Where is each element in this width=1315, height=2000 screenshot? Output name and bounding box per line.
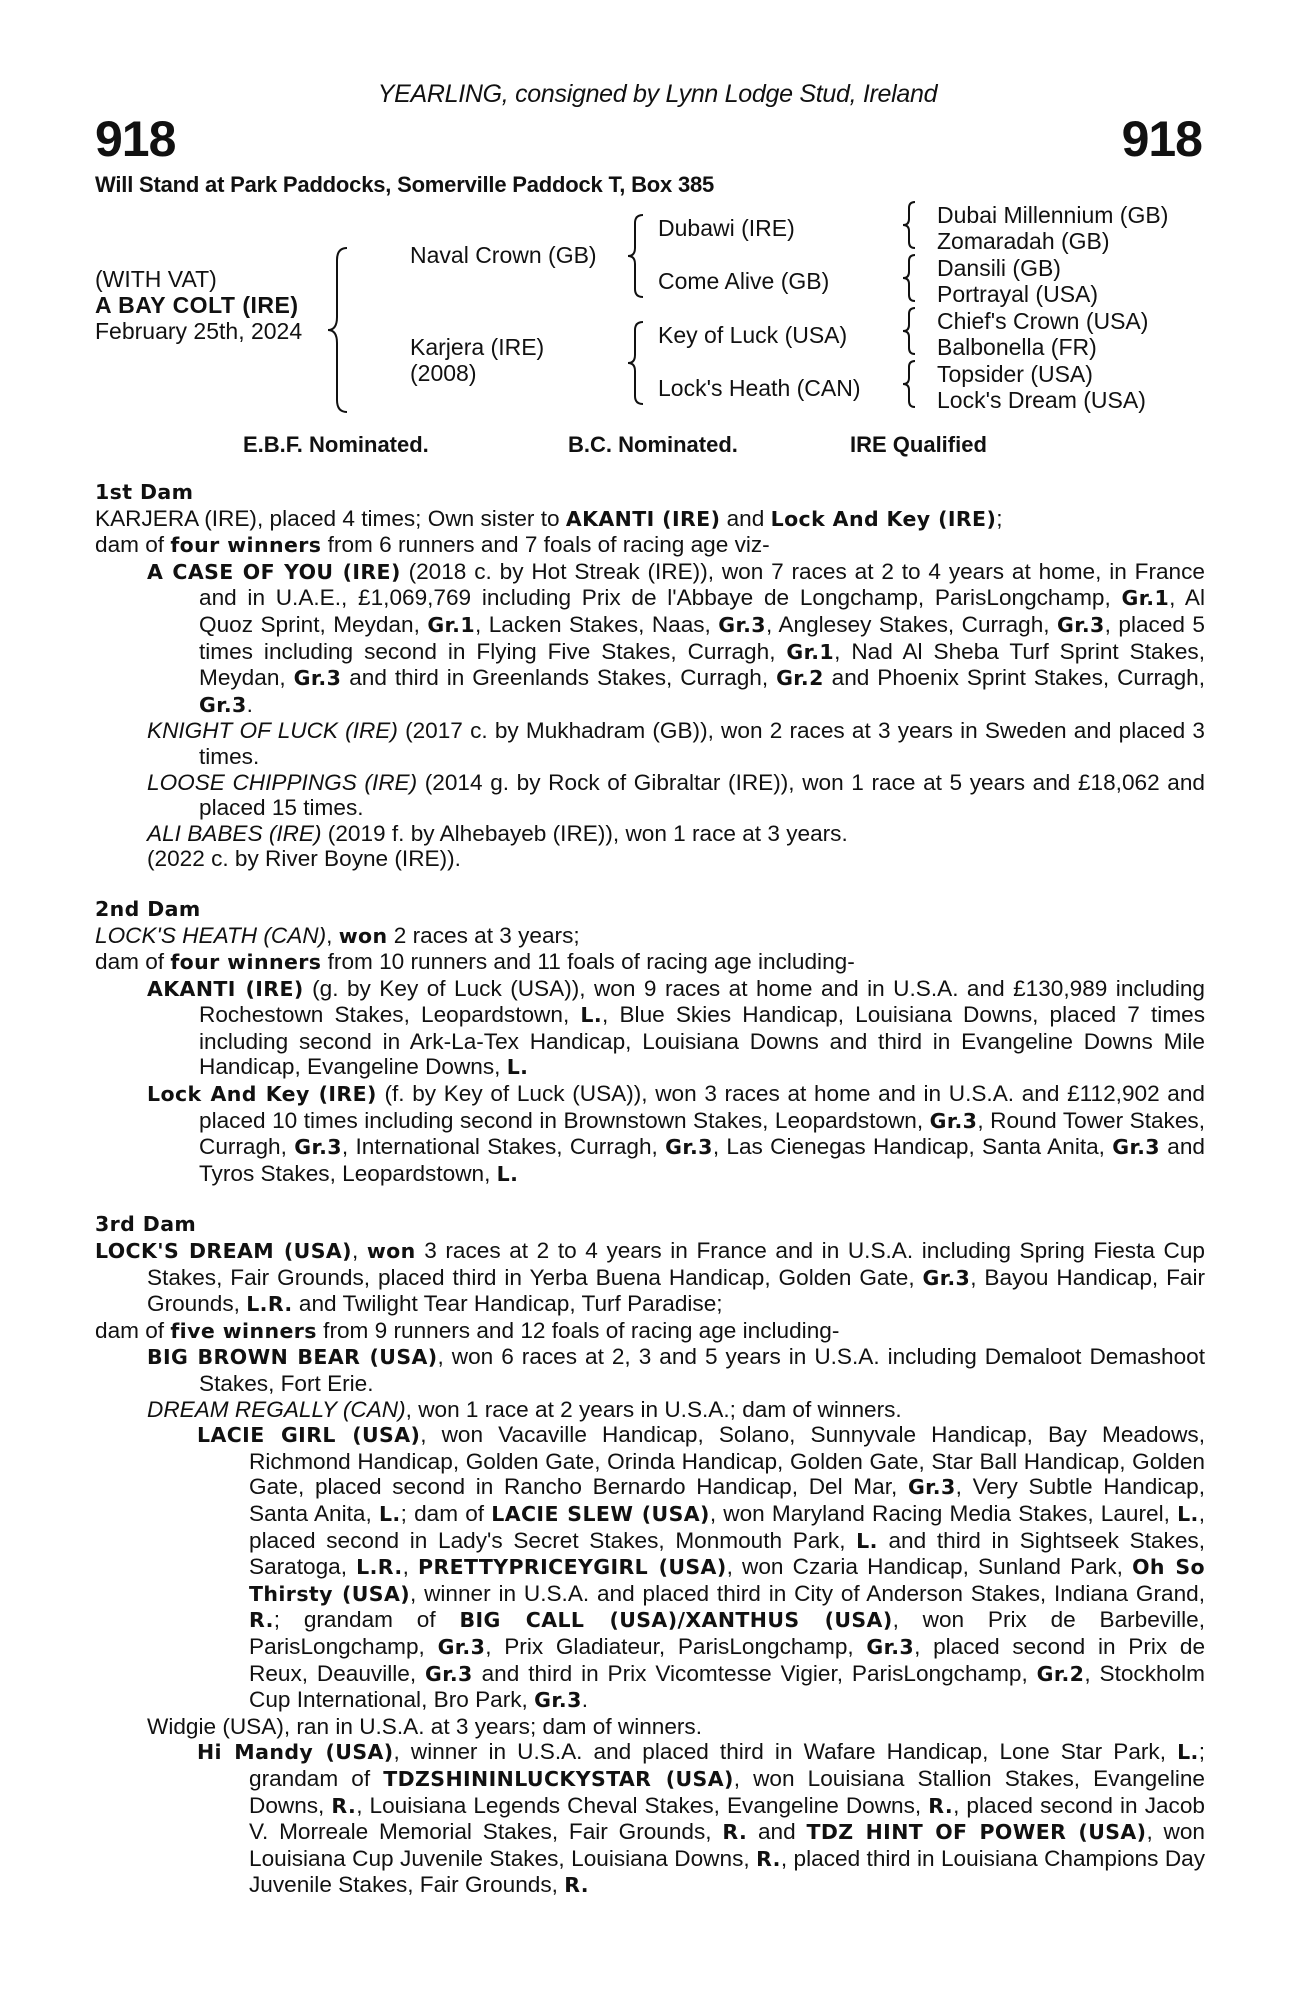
ire-qualified: IRE Qualified [850, 432, 987, 457]
text-run: , Anglesey Stakes, Curragh, [765, 611, 1057, 637]
italic-text: DREAM REGALLY (CAN) [147, 1396, 406, 1422]
dam-year: (2008) [410, 360, 477, 386]
text-run: (2014 g. by Rock of Gibraltar (IRE)), won 1 race at 5 years and £18,062 and placed 15 times. [199, 769, 1205, 821]
text-run: , winner in U.S.A. and placed third in Wafare Handicap, Lone Star Park, [393, 1739, 1178, 1765]
dam-section-1 [95, 480, 1205, 872]
bold-text: PRETTYPRICEYGIRL (USA) [418, 1555, 727, 1580]
bold-text: R. [564, 1873, 589, 1898]
dam-line-body [95, 480, 1205, 1924]
bold-text: four winners [170, 533, 322, 558]
pedigree-brace-icon [625, 213, 649, 299]
text-run: , [402, 1554, 419, 1580]
text-run: ; [996, 505, 1003, 531]
text-run: , won Louisiana Stallion Stakes, Evangeline Downs, [249, 1765, 1205, 1818]
text-run: (f. by Key of Luck (USA)), won 3 races at home and in U.S.A. and £112,902 and placed 10 times including second in Brownstown Stakes, Leopardstown, [199, 1081, 1206, 1133]
text-run: from 6 runners and 7 foals of racing age viz- [321, 532, 770, 558]
sire: Naval Crown (GB) [410, 242, 597, 268]
pedigree-entry [95, 1397, 1205, 1423]
bold-text: Gr.1 [786, 639, 835, 664]
text-run: , placed 5 times including second in Flying Five Stakes, Curragh, [199, 611, 1205, 664]
text-run: and Tyros Stakes, Leopardstown, [199, 1134, 1205, 1186]
pedigree-entry [95, 923, 1205, 950]
bold-text: BIG BROWN BEAR (USA) [147, 1345, 438, 1370]
text-run: , won Prix de Barbeville, ParisLongchamp, [249, 1607, 1206, 1659]
bold-text: R. [928, 1793, 954, 1818]
pedigree-entry [95, 559, 1205, 719]
text-run: , won 1 race at 2 years in U.S.A.; dam of winners. [405, 1396, 902, 1422]
sire-sire: Dubawi (IRE) [658, 215, 795, 241]
text-run: dam of [95, 1317, 171, 1343]
pedigree-brace-icon [325, 245, 355, 415]
bold-text: LOCK'S DREAM (USA) [95, 1239, 352, 1264]
lot-number-right: 918 [1121, 111, 1202, 167]
text-run: , [326, 922, 339, 948]
ancestor-g3-2: Zomaradah (GB) [937, 228, 1110, 254]
text-run: ; grandam of [249, 1739, 1206, 1791]
consignor-line: YEARLING, consigned by Lynn Lodge Stud, Ireland [377, 80, 938, 108]
text-run: (2019 f. by Alhebayeb (IRE)), won 1 race at 3 years. [321, 820, 848, 846]
text-run: , Stockholm Cup International, Bro Park, [249, 1660, 1205, 1713]
dam-section-3 [95, 1212, 1205, 1898]
bold-text: Gr.3 [425, 1661, 473, 1686]
text-run: from 10 runners and 11 foals of racing age including- [321, 949, 855, 975]
lot-number-left: 918 [95, 111, 176, 167]
section-title: 2nd Dam [95, 896, 201, 921]
text-run: , winner in U.S.A. and placed third in City of Anderson Stakes, Indiana Grand, [409, 1580, 1205, 1606]
text-run: 2 races at 3 years; [387, 922, 580, 948]
bold-text: LACIE GIRL (USA) [197, 1423, 421, 1448]
dam-section-2 [95, 897, 1205, 1188]
section-title: 3rd Dam [95, 1212, 197, 1237]
bold-text: Lock And Key (IRE) [147, 1082, 377, 1107]
bold-text: A CASE OF YOU (IRE) [147, 559, 401, 584]
bold-text: R. [722, 1820, 748, 1845]
ancestor-g3-4: Portrayal (USA) [937, 281, 1099, 307]
text-run: , placed second in Prix de Reux, Deauville, [249, 1633, 1206, 1686]
bold-text: R. [249, 1608, 274, 1633]
bold-text: Gr.1 [1121, 586, 1170, 611]
text-run: and [720, 505, 771, 531]
pedigree-entry [95, 1238, 1205, 1318]
text-run: , Louisiana Legends Cheval Stakes, Evangeline Downs, [356, 1792, 929, 1818]
pedigree-entry [95, 1422, 1205, 1714]
text-run: . [246, 691, 253, 717]
text-run: and Phoenix Sprint Stakes, Curragh, [823, 665, 1205, 691]
bold-text: Oh So Thirsty (USA) [249, 1555, 1205, 1606]
ancestor-g3-5: Chief's Crown (USA) [937, 308, 1149, 334]
text-run: , [351, 1238, 367, 1264]
bold-text: Gr.2 [1036, 1661, 1085, 1686]
section-title: 1st Dam [95, 480, 194, 504]
bc-nominated: B.C. Nominated. [568, 432, 738, 457]
bold-text: AKANTI (IRE) [565, 506, 721, 531]
bold-text: Gr.3 [929, 1108, 978, 1133]
bold-text: five winners [170, 1318, 317, 1343]
text-run: , Al Quoz Sprint, Meydan, [199, 585, 1205, 637]
bold-text: Gr.3 [922, 1265, 971, 1290]
bold-text: Gr.3 [294, 1135, 342, 1160]
vat-note: (WITH VAT) [95, 266, 217, 292]
text-run: , placed third in Louisiana Champions Day Juvenile Stakes, Fair Grounds, [249, 1845, 1206, 1898]
bold-text: Gr.3 [437, 1634, 486, 1659]
bold-text: TDZSHININLUCKYSTAR (USA) [383, 1766, 734, 1791]
pedigree-brace-icon [900, 359, 920, 409]
bold-text: L.R. [356, 1555, 403, 1580]
pedigree-entry [95, 1344, 1205, 1396]
pedigree-entry [95, 718, 1205, 769]
bold-text: Hi Mandy (USA) [197, 1740, 394, 1765]
pedigree-entry [95, 1318, 1205, 1345]
text-run: ; dam of [400, 1500, 492, 1526]
pedigree-entry [95, 506, 1205, 533]
text-run: and third in Prix Vicomtesse Vigier, ParisLongchamp, [472, 1660, 1037, 1686]
dam: Karjera (IRE) [410, 334, 545, 360]
pedigree-brace-icon [625, 320, 649, 406]
text-run: from 9 runners and 12 foals of racing age including- [316, 1317, 840, 1343]
text-run: , International Stakes, Curragh, [341, 1134, 666, 1160]
horse-name: A BAY COLT (IRE) [95, 292, 299, 318]
bold-text: Gr.3 [718, 612, 766, 637]
stabling-location: Will Stand at Park Paddocks, Somerville Paddock T, Box 385 [95, 172, 715, 197]
text-run: 3 races at 2 to 4 years in France and in U.S.A. including Spring Fiesta Cup Stakes, Fair Grounds, placed third in Yerba Buena Handicap, Golden Gate, [147, 1238, 1205, 1290]
pedigree-entry [95, 1739, 1205, 1899]
bold-text: Gr.3 [293, 666, 342, 691]
text-run: (2017 c. by Mukhadram (GB)), won 2 races at 3 years in Sweden and placed 3 times. [199, 718, 1205, 769]
bold-text: Gr.3 [199, 692, 247, 717]
bold-text: L.R. [246, 1292, 293, 1317]
bold-text: L. [378, 1501, 401, 1526]
pedigree-brace-icon [900, 253, 920, 303]
bold-text: Gr.3 [866, 1634, 915, 1659]
text-run: , won Czaria Handicap, Sunland Park, [726, 1554, 1133, 1580]
italic-text: ALI BABES (IRE) [147, 820, 322, 846]
pedigree-table [0, 0, 1315, 430]
text-run: , placed second in Jacob V. Morreale Memorial Stakes, Fair Grounds, [249, 1792, 1205, 1845]
bold-text: L. [1177, 1740, 1199, 1765]
pedigree-entry [95, 532, 1205, 559]
text-run: and third in Sightseek Stakes, Saratoga, [249, 1527, 1205, 1580]
bold-text: Gr.3 [1057, 612, 1105, 637]
ancestor-g3-1: Dubai Millennium (GB) [937, 202, 1169, 228]
bold-text: won [366, 1239, 416, 1264]
text-run: , Bayou Handicap, Fair Grounds, [147, 1264, 1205, 1317]
bold-text: four winners [170, 950, 322, 975]
text-run: ; grandam of [273, 1607, 460, 1633]
bold-text: AKANTI (IRE) [147, 976, 304, 1001]
pedigree-entry [95, 976, 1205, 1081]
text-run: KARJERA (IRE), placed 4 times; Own sister to [95, 505, 566, 531]
text-run: (2018 c. by Hot Streak (IRE)), won 7 races at 2 to 4 years at home, in France and in U.A.E., £1,069,769 including Prix de l'Abbaye de Longchamp, ParisLongchamp, [199, 558, 1205, 611]
text-run: , won Louisiana Cup Juvenile Stakes, Louisiana Downs, [249, 1819, 1205, 1871]
text-run: (g. by Key of Luck (USA)), won 9 races at home and in U.S.A. and £130,989 including Rochestown Stakes, Leopardstown, [199, 975, 1205, 1028]
ancestor-g3-7: Topsider (USA) [937, 361, 1093, 387]
italic-text: LOOSE CHIPPINGS (IRE) [147, 769, 418, 795]
text-run: Widgie (USA), ran in U.S.A. at 3 years; dam of winners. [147, 1713, 703, 1739]
text-run: , Lacken Stakes, Naas, [474, 611, 719, 637]
ebf-nominated: E.B.F. Nominated. [243, 432, 429, 457]
text-run: , won Maryland Racing Media Stakes, Laurel, [709, 1500, 1178, 1526]
pedigree-entry [95, 821, 1205, 847]
pedigree-entry [95, 949, 1205, 976]
bold-text: L. [1177, 1501, 1199, 1526]
bold-text: R. [756, 1846, 781, 1871]
text-run: and third in Greenlands Stakes, Curragh, [341, 665, 777, 691]
text-run: , Very Subtle Handicap, Santa Anita, [249, 1474, 1205, 1526]
pedigree-entry [95, 846, 1205, 872]
bold-text: BIG CALL (USA)/XANTHUS (USA) [459, 1608, 893, 1633]
pedigree-entry [95, 1081, 1205, 1187]
text-run: , Blue Skies Handicap, Louisiana Downs, placed 7 times including second in Ark-La-Tex Handicap, Louisiana Downs and third in Evangeline Downs Mile Handicap, Evangeline Downs, [199, 1002, 1205, 1080]
bold-text: L. [496, 1161, 519, 1186]
pedigree-brace-icon [900, 200, 920, 250]
ancestor-g3-8: Lock's Dream (USA) [937, 387, 1146, 413]
bold-text: Gr.2 [776, 666, 824, 691]
bold-text: TDZ HINT OF POWER (USA) [806, 1820, 1147, 1845]
text-run: , won 6 races at 2, 3 and 5 years in U.S.A. including Demaloot Demashoot Stakes, Fort Erie. [199, 1344, 1205, 1396]
italic-text: KNIGHT OF LUCK (IRE) [147, 718, 398, 744]
text-run: , Nad Al Sheba Turf Sprint Stakes, Meydan, [199, 638, 1205, 691]
bold-text: L. [856, 1528, 878, 1553]
text-run: dam of [95, 949, 171, 975]
bold-text: Gr.3 [665, 1135, 713, 1160]
text-run: dam of [95, 532, 171, 558]
text-run: , placed second in Lady's Secret Stakes, Monmouth Park, [249, 1500, 1205, 1553]
foaling-date: February 25th, 2024 [95, 318, 303, 344]
bold-text: R. [331, 1793, 357, 1818]
dam-sire: Key of Luck (USA) [658, 322, 848, 348]
ancestor-g3-3: Dansili (GB) [937, 255, 1061, 281]
text-run: , Las Cienegas Handicap, Santa Anita, [712, 1134, 1113, 1160]
dam-dam: Lock's Heath (CAN) [658, 375, 861, 401]
text-run: (2022 c. by River Boyne (IRE)). [147, 846, 461, 872]
ancestor-g3-6: Balbonella (FR) [937, 334, 1097, 360]
text-run: , Prix Gladiateur, ParisLongchamp, [485, 1633, 867, 1659]
pedigree-entry [95, 770, 1205, 821]
text-run: and [747, 1819, 807, 1845]
pedigree-brace-icon [900, 306, 920, 356]
bold-text: Lock And Key (IRE) [770, 506, 997, 531]
bold-text: LACIE SLEW (USA) [491, 1501, 710, 1526]
pedigree-entry [95, 1714, 1205, 1740]
bold-text: Gr.3 [907, 1475, 956, 1500]
italic-text: LOCK'S HEATH (CAN) [95, 922, 327, 948]
bold-text: Gr.3 [1112, 1135, 1160, 1160]
text-run: and Twilight Tear Handicap, Turf Paradise; [292, 1291, 723, 1317]
bold-text: Gr.1 [427, 612, 475, 637]
bold-text: won [338, 923, 388, 948]
sire-dam: Come Alive (GB) [658, 268, 830, 294]
bold-text: L. [580, 1003, 603, 1028]
text-run: . [581, 1687, 589, 1713]
bold-text: L. [506, 1055, 529, 1080]
text-run: , Round Tower Stakes, Curragh, [199, 1107, 1205, 1160]
text-run: , won Vacaville Handicap, Solano, Sunnyvale Handicap, Bay Meadows, Richmond Handicap, Golden Gate, Orinda Handicap, Golden Gate, Star Ball Handicap, Golden Gate, placed second in Rancho Bernardo Handicap, Del Mar, [249, 1422, 1205, 1500]
bold-text: Gr.3 [534, 1688, 582, 1713]
